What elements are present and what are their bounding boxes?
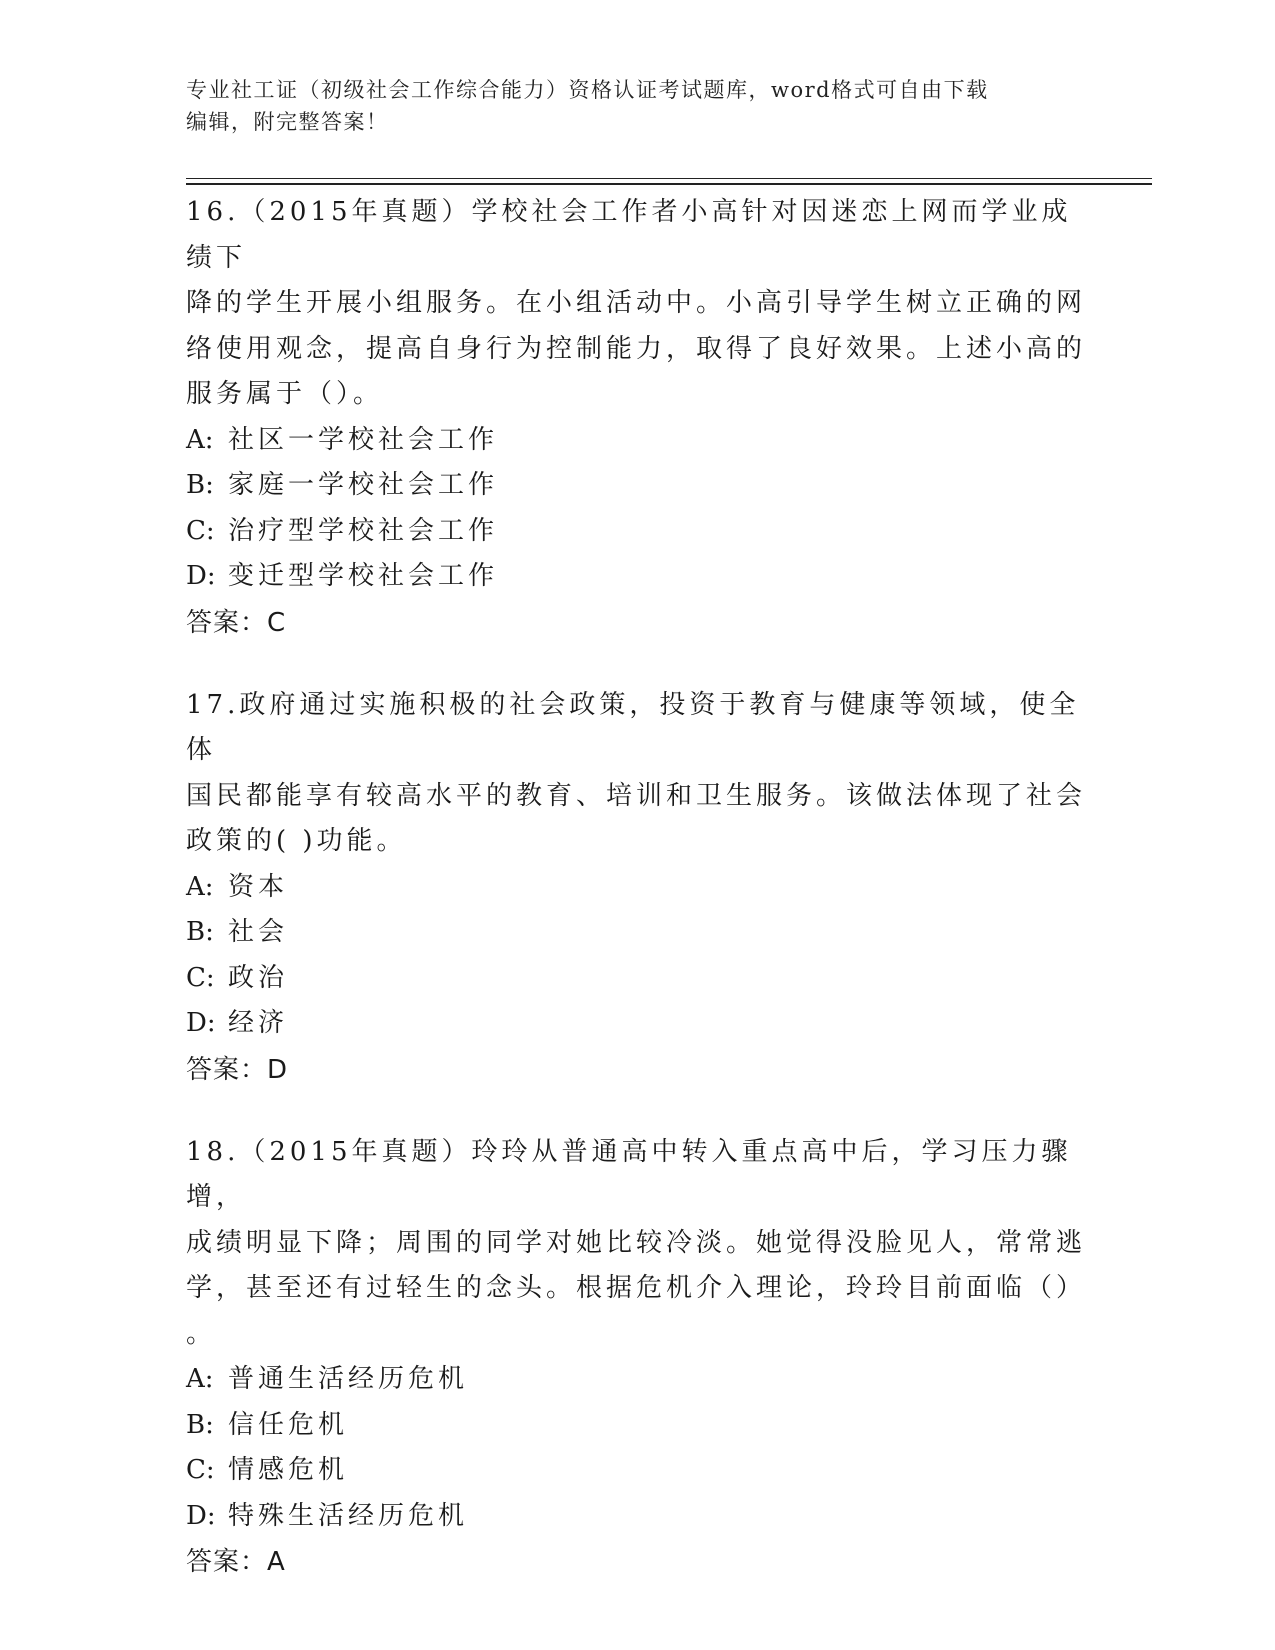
question-list	[186, 190, 1086, 1622]
header-line-1: 专业社工证（初级社会工作综合能力）资格认证考试题库，word格式可自由下载	[186, 78, 989, 102]
header-line-2: 编辑，附完整答案！	[186, 110, 389, 134]
option-letter: B:	[186, 470, 214, 500]
question-18	[186, 1130, 1086, 1586]
option-d	[186, 1494, 1086, 1540]
answer-line: 答案：D	[186, 1054, 289, 1085]
option-a	[186, 865, 1086, 911]
option-c	[186, 1448, 1086, 1494]
question-stem-line: 18.（2015年真题）玲玲从普通高中转入重点高中后，学习压力骤增，	[186, 1136, 1072, 1212]
option-text: 社会	[228, 917, 289, 947]
option-text: 政治	[228, 962, 289, 993]
option-letter: A:	[186, 1364, 214, 1394]
option-a	[186, 418, 1086, 464]
option-letter: A:	[186, 424, 214, 455]
question-stem-line: 17.政府通过实施积极的社会政策，投资于教育与健康等领域，使全体	[186, 689, 1080, 765]
question-stem-line: 政策的( )功能。	[186, 826, 407, 856]
option-letter: C:	[186, 515, 215, 546]
option-letter: A:	[186, 871, 214, 902]
option-text: 经济	[228, 1008, 289, 1038]
header-divider-thick	[186, 183, 1152, 185]
header-divider-thin	[186, 178, 1152, 179]
option-c	[186, 509, 1086, 555]
option-letter: D:	[186, 561, 216, 591]
option-text: 信任危机	[228, 1409, 349, 1440]
question-stem-line: 学，甚至还有过轻生的念头。根据危机介入理论，玲玲目前面临（）	[186, 1273, 1087, 1303]
option-letter: D:	[186, 1500, 216, 1531]
question-stem-line: 络使用观念，提高自身行为控制能力，取得了良好效果。上述小高的	[186, 333, 1087, 364]
question-stem-line: 国民都能享有较高水平的教育、培训和卫生服务。该做法体现了社会	[186, 780, 1087, 811]
option-letter: B:	[186, 1409, 214, 1440]
option-d	[186, 1001, 1086, 1047]
option-d	[186, 554, 1086, 600]
option-text: 变迁型学校社会工作	[228, 561, 499, 591]
option-text: 情感危机	[228, 1455, 349, 1485]
option-text: 普通生活经历危机	[228, 1364, 469, 1394]
question-16	[186, 190, 1086, 646]
option-b	[186, 1403, 1086, 1449]
question-stem-line: 服务属于（）。	[186, 379, 384, 409]
option-text: 特殊生活经历危机	[228, 1500, 469, 1531]
option-text: 资本	[228, 871, 289, 902]
option-b	[186, 463, 1086, 509]
option-text: 家庭一学校社会工作	[228, 470, 499, 500]
answer-line: 答案：A	[186, 1547, 286, 1577]
question-stem-line: 成绩明显下降；周围的同学对她比较冷淡。她觉得没脸见人，常常逃	[186, 1227, 1087, 1258]
option-letter: C:	[186, 962, 215, 993]
option-letter: B:	[186, 917, 214, 947]
page-header	[186, 74, 1066, 138]
option-letter: C:	[186, 1455, 215, 1485]
option-a	[186, 1357, 1086, 1403]
option-b	[186, 910, 1086, 956]
option-letter: D:	[186, 1008, 216, 1038]
question-stem-line: 降的学生开展小组服务。在小组活动中。小高引导学生树立正确的网	[186, 288, 1087, 318]
question-stem-line: 。	[186, 1318, 213, 1349]
question-17	[186, 683, 1086, 1093]
option-text: 治疗型学校社会工作	[228, 515, 499, 546]
answer-line: 答案：C	[186, 607, 287, 638]
option-c	[186, 956, 1086, 1002]
option-text: 社区一学校社会工作	[228, 424, 499, 455]
question-stem-line: 16.（2015年真题）学校社会工作者小高针对因迷恋上网而学业成绩下	[186, 197, 1072, 273]
